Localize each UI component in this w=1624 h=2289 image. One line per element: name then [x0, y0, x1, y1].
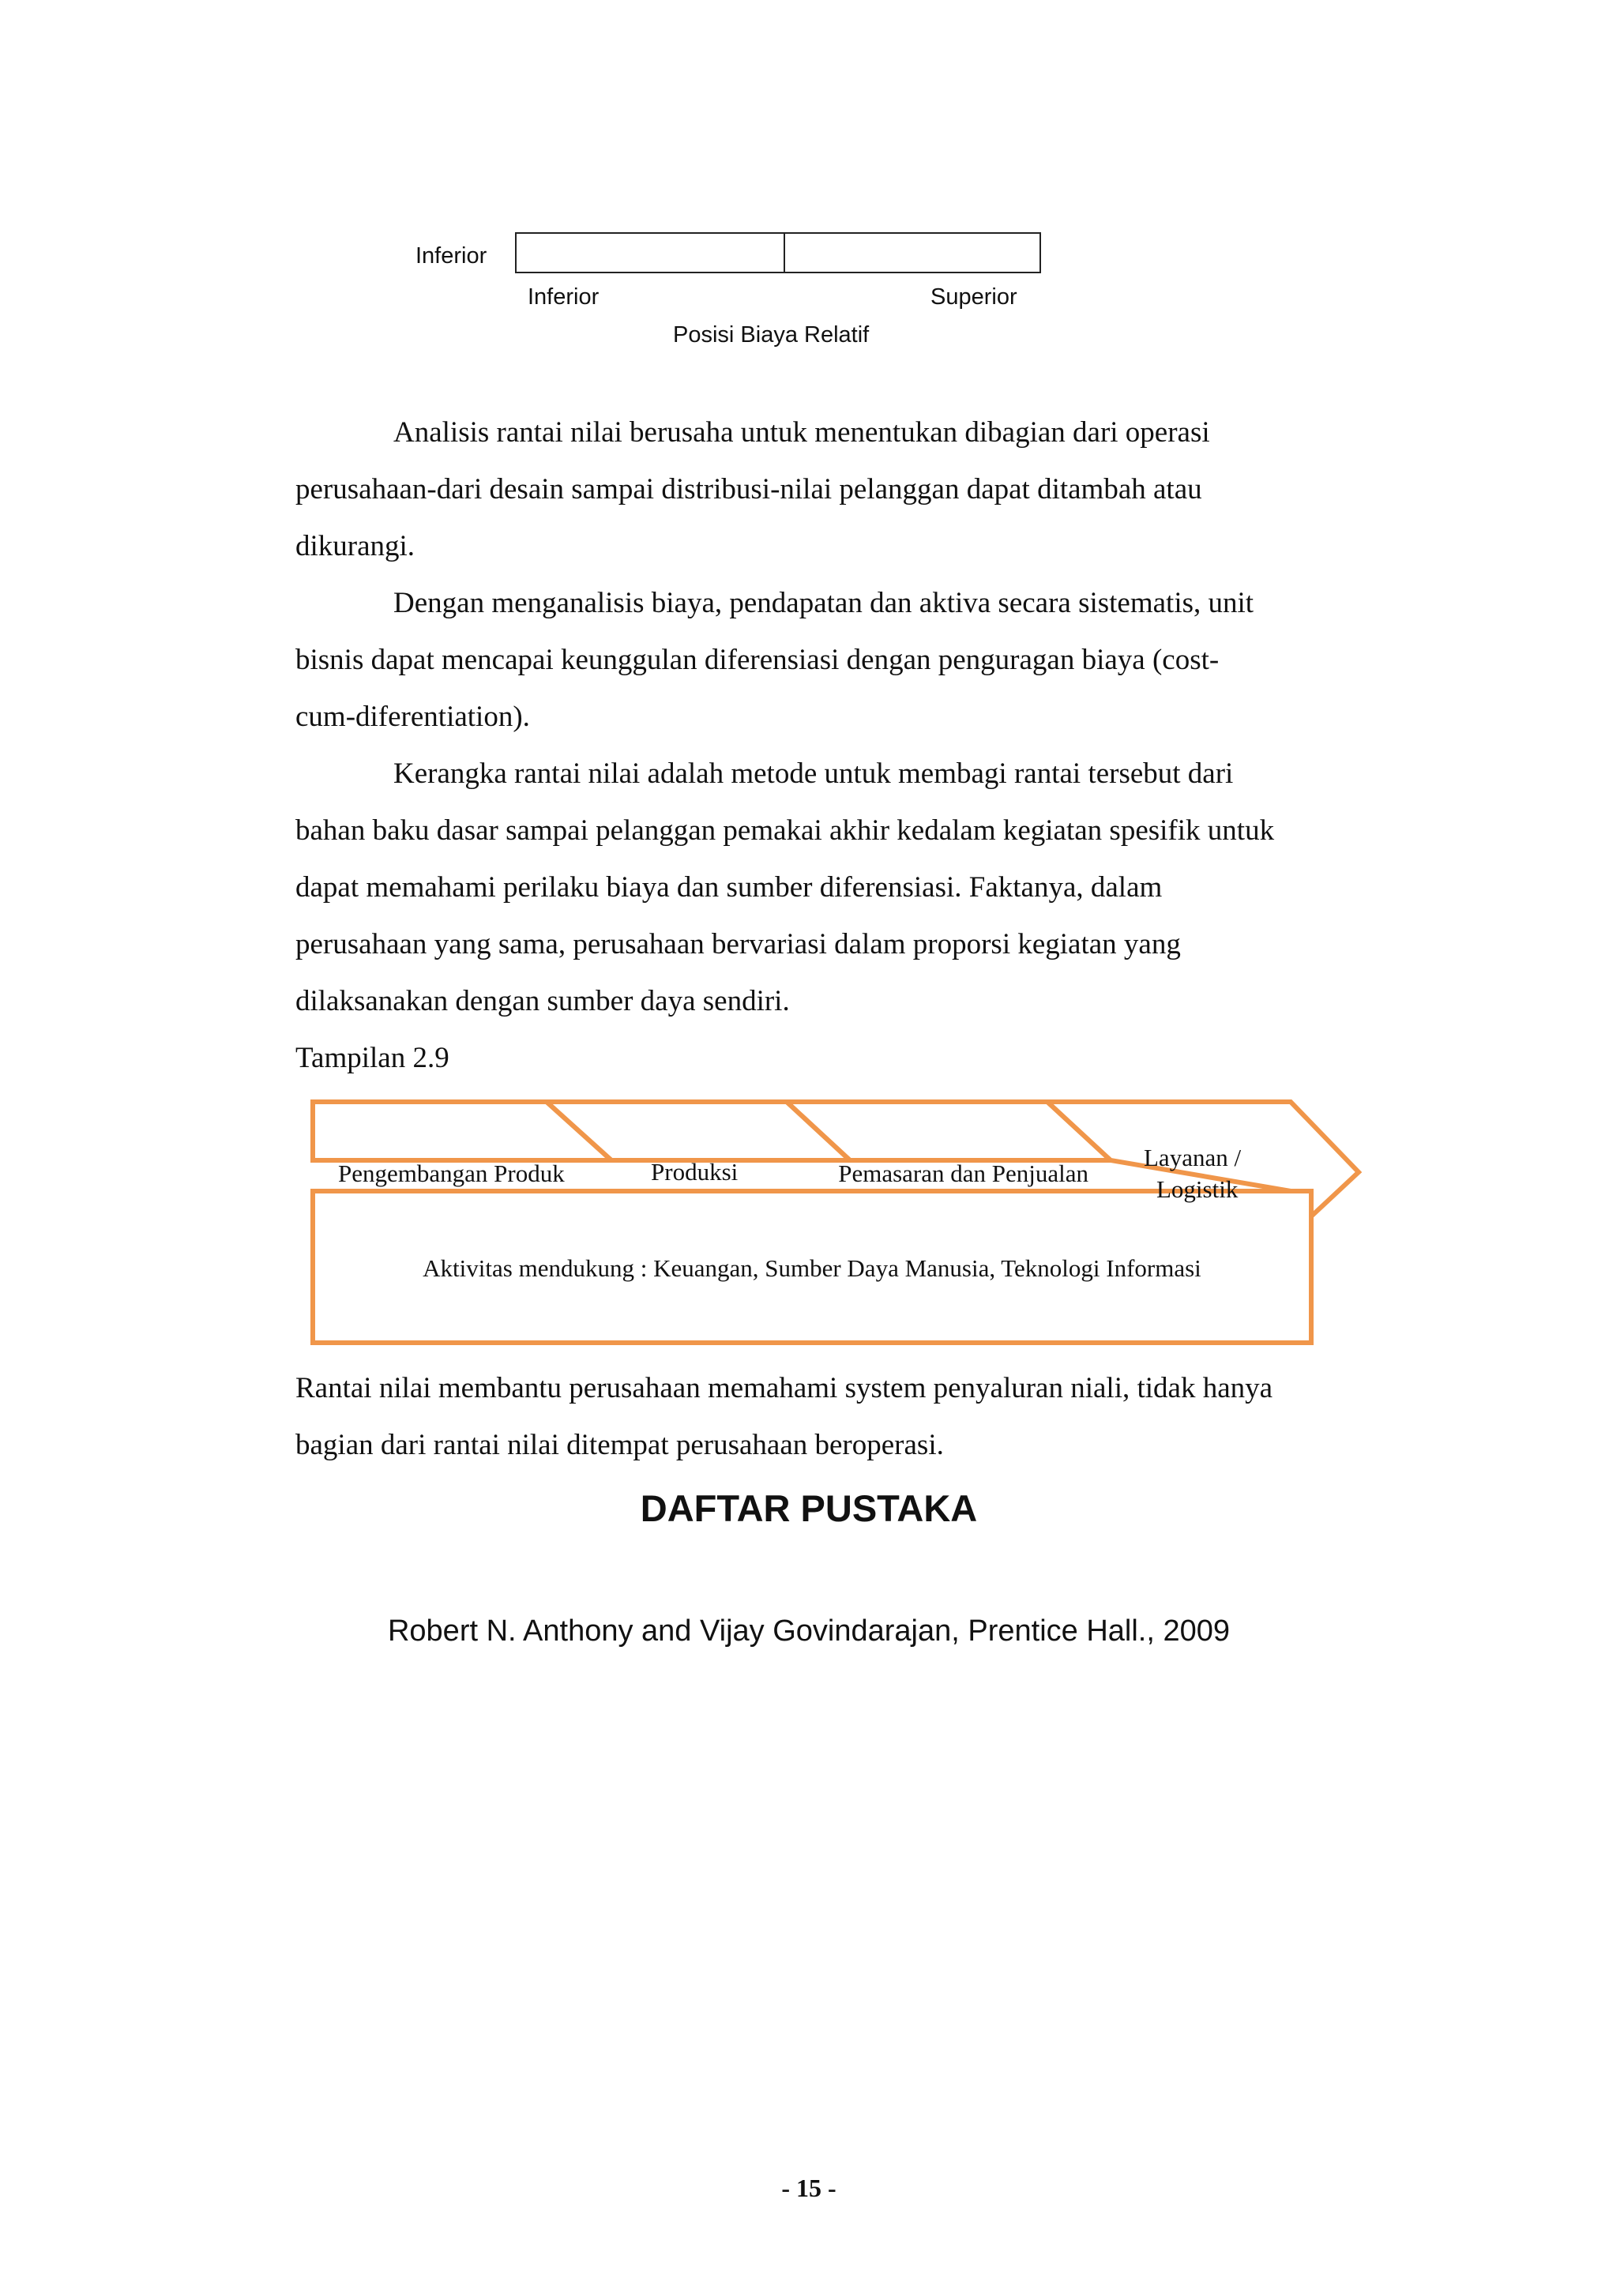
paragraph-line: perusahaan yang sama, perusahaan bervariasi dalam proporsi kegiatan yang: [295, 928, 1181, 960]
matrix-x-title: Posisi Biaya Relatif: [673, 322, 870, 348]
chain-label-production: Produksi: [651, 1158, 739, 1186]
paragraph-line: bagian dari rantai nilai ditempat perusahaan beroperasi.: [295, 1429, 944, 1461]
chevron-production: [547, 1102, 850, 1160]
support-activities-label: Aktivitas mendukung : Keuangan, Sumber Daya Manusia, Teknologi Informasi: [423, 1254, 1201, 1282]
reference-entry: Robert N. Anthony and Vijay Govindarajan, Prentice Hall., 2009: [387, 1614, 1231, 1648]
paragraph-line: dapat memahami perilaku biaya dan sumber diferensiasi. Faktanya, dalam: [295, 871, 1163, 904]
figure-caption-text: Tampilan 2.9: [295, 1042, 449, 1074]
references-heading: DAFTAR PUSTAKA: [640, 1487, 978, 1529]
paragraph-line: cum-diferentiation).: [295, 701, 530, 733]
paragraph-line: dilaksanakan dengan sumber daya sendiri.: [295, 985, 790, 1017]
paragraph-line: Kerangka rantai nilai adalah metode untuk membagi rantai tersebut dari: [393, 757, 1234, 790]
paragraph-line: perusahaan-dari desain sampai distribusi-nilai pelanggan dapat ditambah atau: [295, 473, 1202, 506]
chevron-marketing: [787, 1102, 1111, 1160]
page-number: - 15 -: [781, 2174, 836, 2202]
paragraph-line: Dengan menganalisis biaya, pendapatan dan aktiva secara sistematis, unit: [393, 587, 1254, 619]
paragraph-line: bisnis dapat mencapai keunggulan diferensiasi dengan penguragan biaya (cost-: [295, 644, 1220, 676]
paragraph-line: dikurangi.: [295, 530, 415, 562]
chain-label-product-dev: Pengembangan Produk: [338, 1160, 565, 1187]
matrix-x-left-label: Inferior: [528, 284, 600, 310]
chain-label-logistics-clip: [1137, 1175, 1280, 1203]
chain-label-marketing: Pemasaran dan Penjualan: [838, 1160, 1088, 1187]
chain-label-logistics: Logistik: [1156, 1175, 1239, 1203]
chain-label-service: Layanan /: [1144, 1144, 1242, 1171]
paragraph-line: Rantai nilai membantu perusahaan memahami system penyaluran niali, tidak hanya: [295, 1372, 1273, 1404]
matrix-x-right-label: Superior: [930, 284, 1017, 310]
paragraph-line: bahan baku dasar sampai pelanggan pemakai akhir kedalam kegiatan spesifik untuk: [295, 814, 1275, 847]
closing-paragraph: [295, 1360, 1417, 1474]
paragraph-line: Analisis rantai nilai berusaha untuk menentukan dibagian dari operasi: [393, 416, 1210, 449]
chevron-product-dev: [313, 1102, 611, 1160]
matrix-y-label: Inferior: [415, 243, 487, 269]
chain-label-marketing-clip: [838, 1158, 1088, 1190]
